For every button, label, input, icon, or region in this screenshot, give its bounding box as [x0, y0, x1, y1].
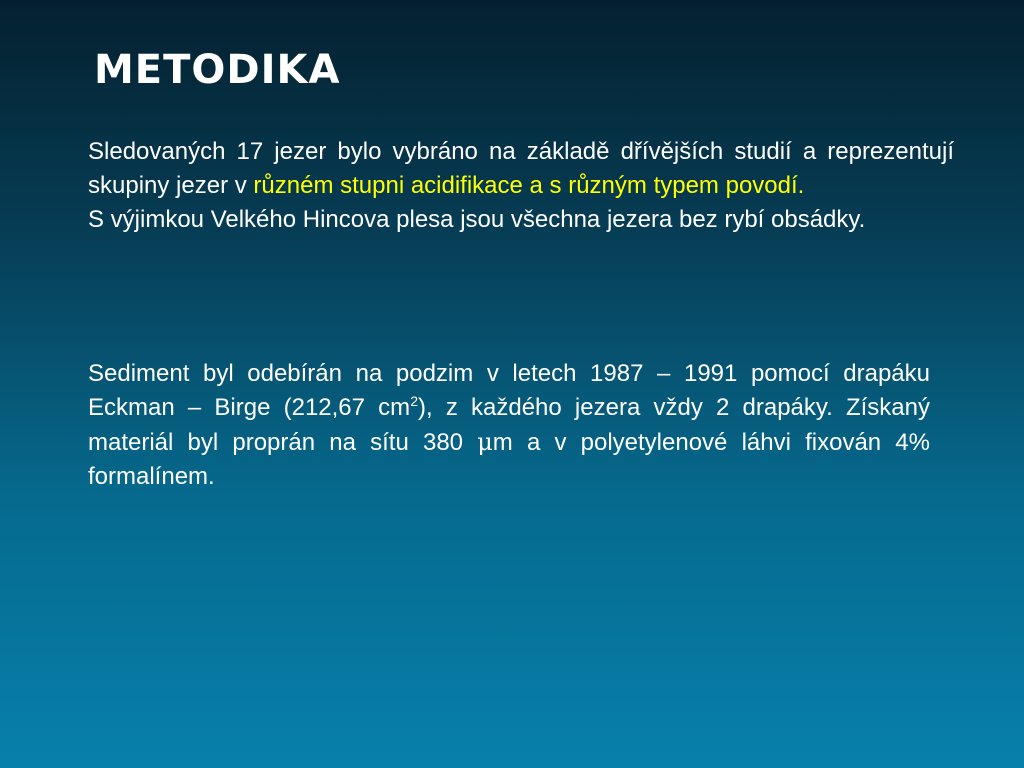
paragraph-lake-selection-text: Sledovaných 17 jezer bylo vybráno na základě dřívějších studií a reprezentují skupiny jezer v: [88, 138, 954, 199]
paragraph-lake-selection: [88, 135, 954, 203]
text-block-sediment: [88, 357, 930, 494]
paragraph-sediment-text-2: ), z každého jezera vždy 2 drapáky. Získaný materiál byl proprán na sítu 380: [88, 394, 930, 456]
paragraph-sediment-text-3: m a v polyetylenové láhvi fixován 4% formalínem.: [88, 429, 930, 490]
highlighted-text: různém stupni acidifikace a s různým typem povodí.: [253, 172, 805, 199]
superscript-2: 2: [410, 393, 418, 409]
paragraph-sediment-text-1: Sediment byl odebírán na podzim v letech 1987 – 1991 pomocí drapáku Eckman – Birge (212,67 cm: [88, 360, 930, 421]
mu-symbol: μ: [477, 428, 493, 456]
slide-title: METODIKA: [94, 47, 341, 93]
text-block-lakes: [88, 135, 954, 237]
paragraph-sediment: [88, 357, 930, 494]
paragraph-fish-stock: S výjimkou Velkého Hincova plesa jsou všechna jezera bez rybí obsádky.: [88, 206, 866, 233]
